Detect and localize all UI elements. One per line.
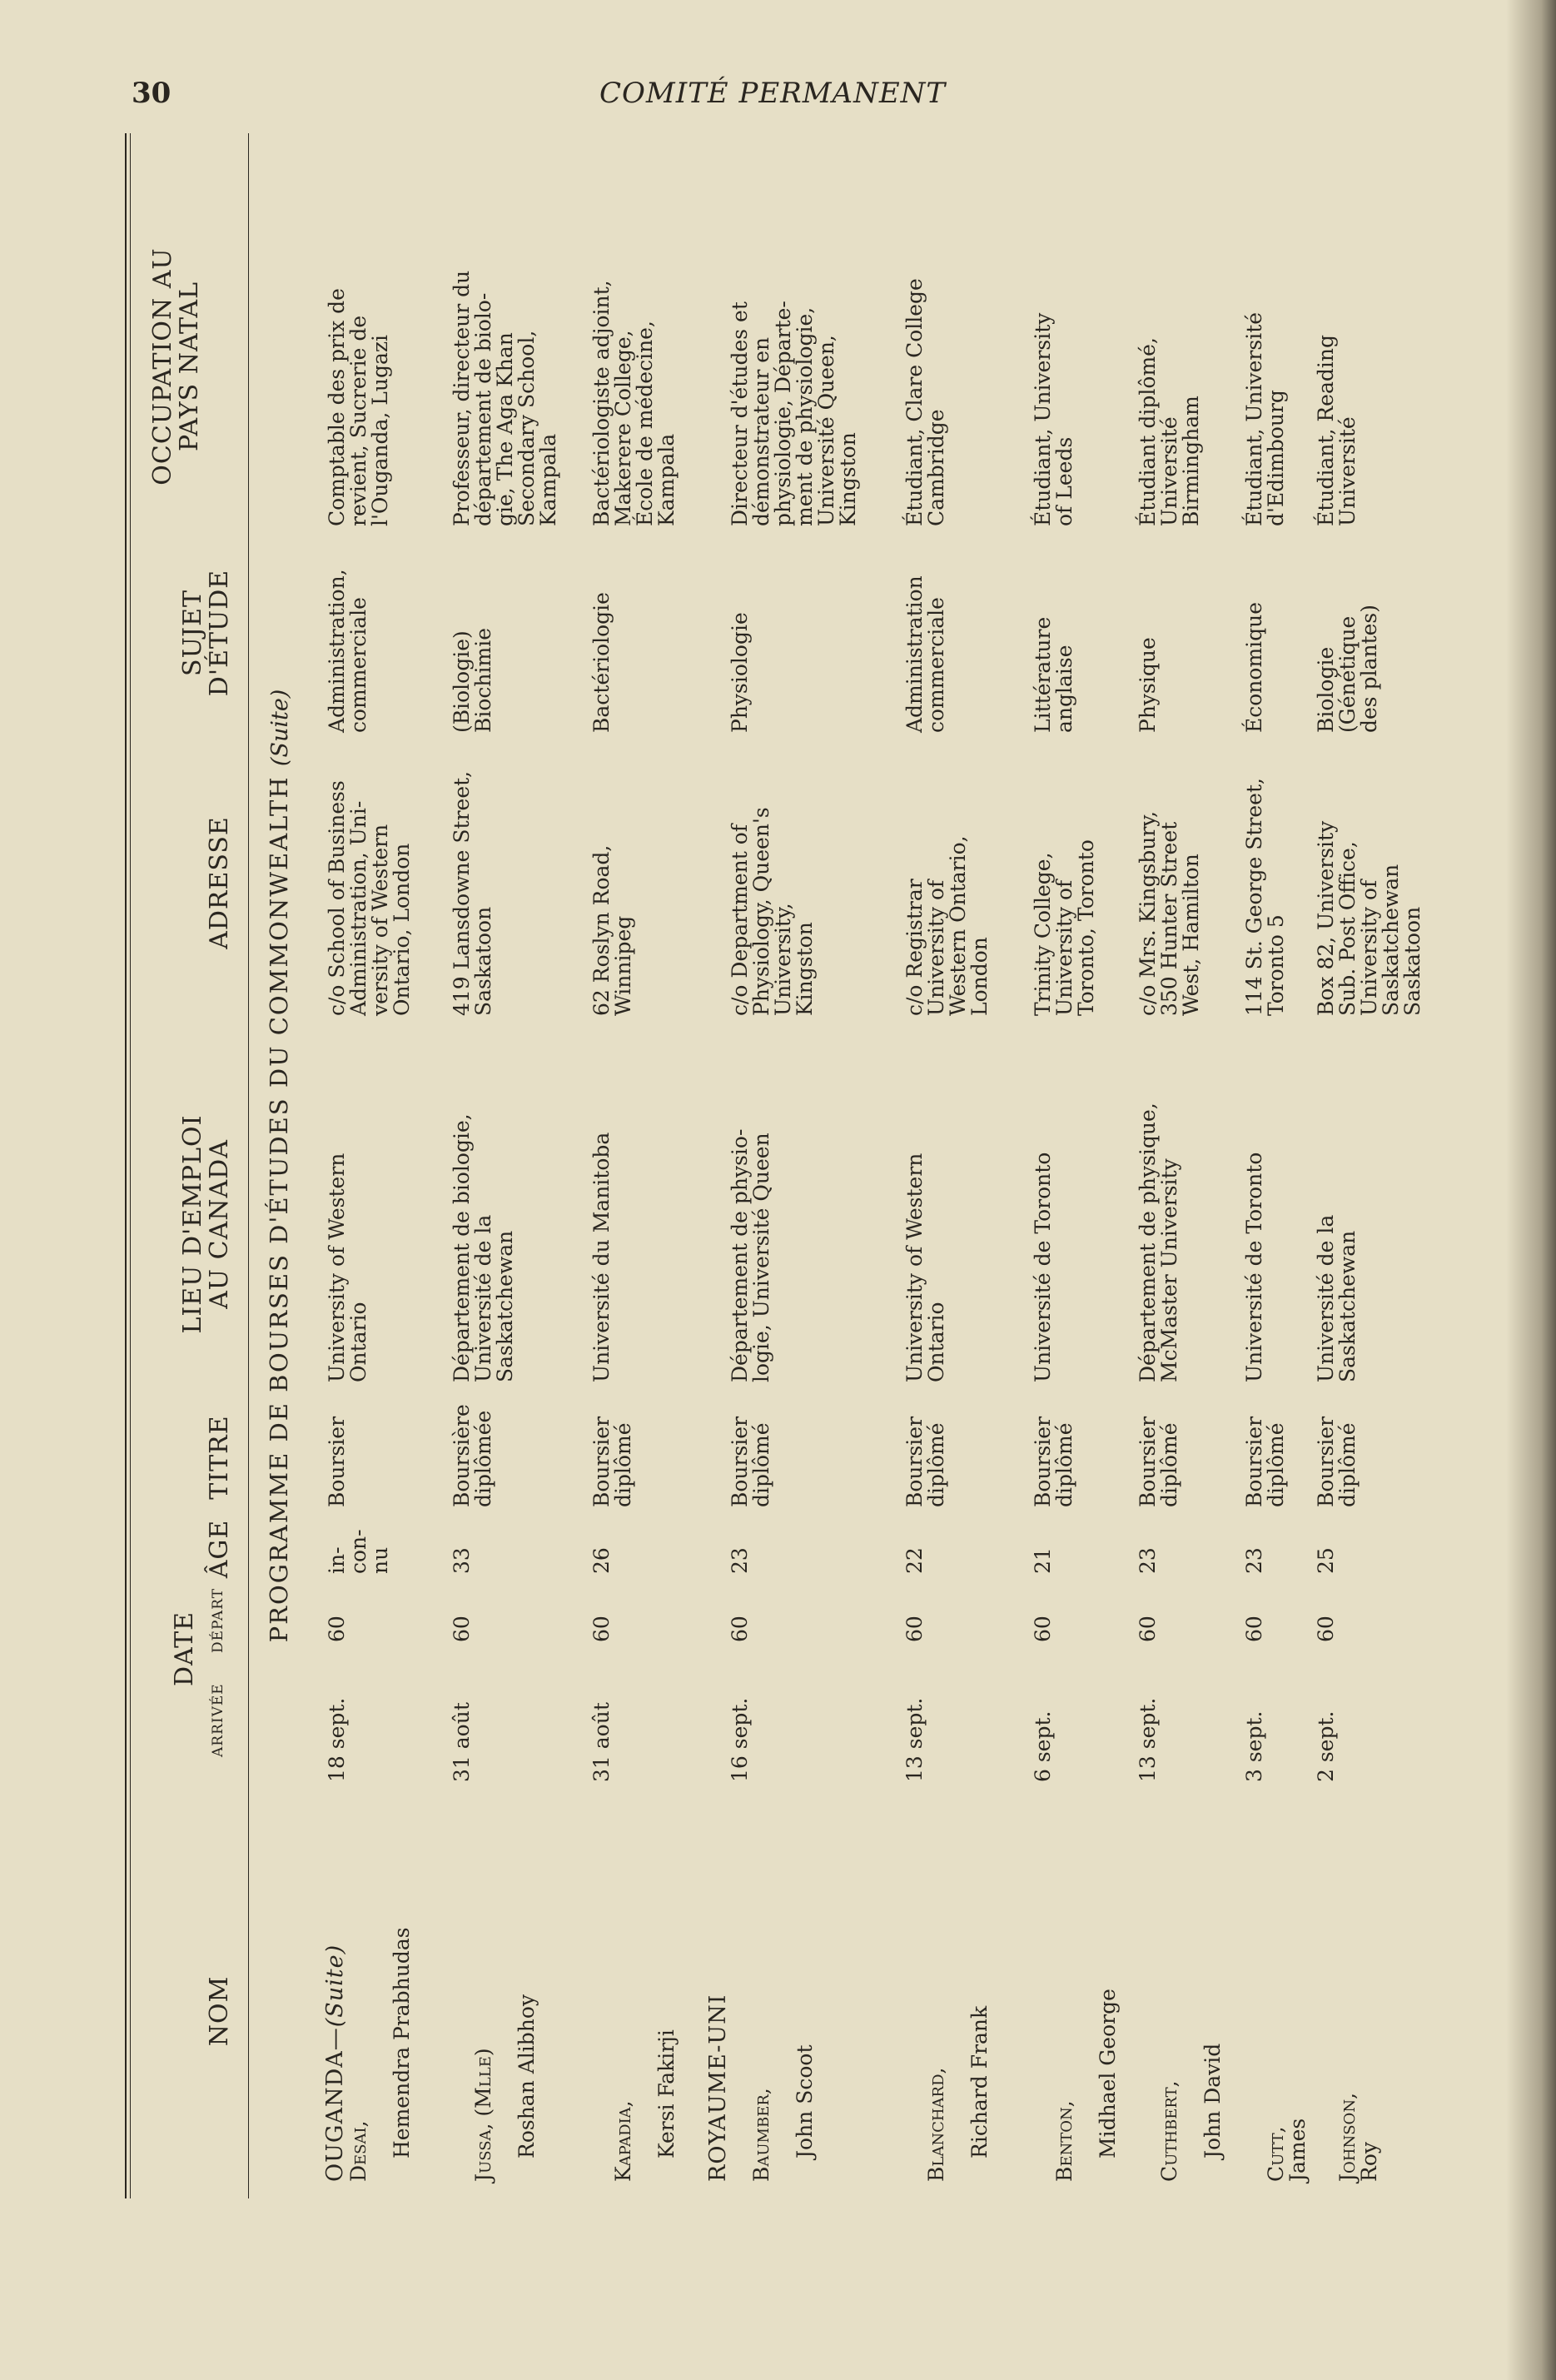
given-name: Roshan Alibhoy (515, 1994, 539, 2158)
workplace: Département de physio- logie, Université Queen (728, 1128, 773, 1382)
field-of-study: Administration, commerciale (325, 569, 370, 733)
arrival-date: 13 sept. (1136, 1697, 1160, 1782)
departure-year: 60 (1242, 1616, 1266, 1642)
home-occupation: Étudiant, University of Leeds (1031, 312, 1076, 526)
table-row (326, 133, 418, 2198)
title: Boursier diplômé (1136, 1416, 1181, 1507)
given-name: Roy (1357, 2142, 1381, 2182)
field-of-study: Bactériologie (589, 592, 614, 733)
table-top-rule-inner (130, 133, 131, 2198)
address: Box 82, University Sub. Post Office, University of Saskatchewan Saskatoon (1314, 820, 1424, 1016)
given-name: Hemendra Prabhudas (390, 1927, 414, 2158)
field-of-study: Administration commerciale (902, 575, 948, 733)
table-top-rule (125, 133, 127, 2198)
departure-year: 60 (450, 1616, 474, 1642)
departure-year: 60 (728, 1616, 752, 1642)
surname: Kapadia, (611, 2100, 635, 2182)
title: Boursier diplômé (1031, 1416, 1076, 1507)
title: Boursier diplômé (589, 1416, 635, 1507)
section-title-suite: (Suite) (267, 689, 293, 767)
departure-year: 60 (1314, 1616, 1338, 1642)
table-row (1031, 133, 1120, 2198)
given-name: Richard Frank (967, 2005, 992, 2158)
given-name: John Scoot (793, 2044, 817, 2158)
arrival-date: 13 sept. (902, 1697, 927, 1782)
address: c/o Registrar University of Western Ontario, London (902, 835, 992, 1016)
field-of-study: Économique (1242, 601, 1266, 733)
given-name: James (1285, 2118, 1310, 2182)
address: 62 Roslyn Road, Winnipeg (589, 844, 635, 1016)
address: c/o Department of Physiology, Queen's University, Kingston (728, 807, 817, 1016)
departure-year: 60 (325, 1616, 349, 1642)
given-name: John David (1201, 2043, 1225, 2158)
home-occupation: Étudiant, Université d'Edimbourg (1242, 311, 1288, 526)
table-row (729, 133, 887, 2198)
home-occupation: Étudiant, Clare College Cambridge (902, 278, 948, 526)
title: Boursière diplômée (450, 1404, 495, 1507)
departure-year: 60 (1136, 1616, 1160, 1642)
workplace: Département de physique, McMaster University (1136, 1103, 1181, 1382)
table-row (591, 133, 691, 2198)
home-occupation: Étudiant diplômé, Université Birmingham (1136, 337, 1203, 526)
title: Boursier diplômé (1314, 1416, 1360, 1507)
surname: Desai, (346, 2120, 370, 2182)
address: Trinity College, University of Toronto, Toronto (1031, 839, 1098, 1016)
country-name: OUGANDA— (322, 2027, 348, 2182)
age: 26 (589, 1547, 614, 1574)
departure-year: 60 (1031, 1616, 1055, 1642)
table-row (1242, 133, 1310, 2198)
surname: Blanchard, (924, 2067, 948, 2182)
home-occupation: Bactériologiste adjoint, Makerere College, École de médecine, Kampala (589, 280, 679, 526)
age: in- con- nu (325, 1529, 392, 1574)
field-of-study: Biologie (Génétique des plantes) (1314, 604, 1381, 733)
address: c/o School of Business Administration, Uni- versity of Western Ontario, London (325, 780, 414, 1016)
title: Boursier (325, 1416, 349, 1507)
header-arrivee: ARRIVÉE (210, 1683, 226, 1757)
field-of-study: Physique (1136, 637, 1160, 733)
table-row (1137, 133, 1229, 2198)
address: 114 St. George Street, Toronto 5 (1242, 778, 1288, 1016)
table-row (904, 133, 1004, 2198)
workplace: University of Western Ontario (902, 1153, 948, 1382)
workplace: Université de Toronto (1031, 1152, 1055, 1382)
surname: Cutt, (1264, 2126, 1288, 2182)
workplace: Département de biologie, Université de la Saskatchewan (450, 1113, 517, 1382)
header-depart: DÉPART (210, 1587, 226, 1653)
header-age: ÂGE (205, 1519, 234, 1579)
country-suite: (Suite) (322, 1944, 348, 2028)
arrival-date: 18 sept. (325, 1697, 349, 1782)
home-occupation: Comptable des prix de revient, Sucrerie de l'Ouganda, Lugazi (325, 288, 392, 526)
surname: Cuthbert, (1157, 2080, 1181, 2182)
surname: Baumber, (749, 2088, 773, 2182)
arrival-date: 6 sept. (1031, 1710, 1055, 1782)
home-occupation: Professeur, directeur du département de biolo- gie, The Aga Khan Secondary School, Kampala (450, 270, 560, 526)
arrival-date: 31 août (450, 1702, 474, 1782)
home-occupation: Étudiant, Reading Université (1314, 335, 1360, 526)
section-title (265, 133, 293, 2198)
surname: Johnson, (1335, 2092, 1360, 2182)
workplace: Université de Toronto (1242, 1152, 1266, 1382)
arrival-date: 31 août (589, 1702, 614, 1782)
arrival-date: 16 sept. (728, 1697, 752, 1782)
surname: Jussa, (Mlle) (471, 2048, 495, 2182)
title: Boursier diplômé (728, 1416, 773, 1507)
workplace: University of Western Ontario (325, 1153, 370, 1382)
page-number: 30 (132, 77, 172, 110)
departure-year: 60 (589, 1616, 614, 1642)
arrival-date: 2 sept. (1314, 1710, 1338, 1782)
header-adresse: ADRESSE (205, 816, 234, 949)
field-of-study: Littérature anglaise (1031, 616, 1076, 733)
header-lieu: LIEU D'EMPLOI AU CANADA (178, 1114, 234, 1334)
departure-year: 60 (902, 1616, 927, 1642)
table-row (1315, 133, 1432, 2198)
header-nom: NOM (205, 1975, 234, 2047)
given-name: Kersi Fakirji (654, 2029, 679, 2158)
header-occupation: OCCUPATION AU PAYS NATAL (148, 247, 204, 485)
header-titre: TITRE (205, 1415, 234, 1500)
page-edge-shadow (1506, 0, 1556, 2380)
address: 419 Lansdowne Street, Saskatoon (450, 770, 495, 1016)
workplace: Université de la Saskatchewan (1314, 1214, 1360, 1382)
country-name: ROYAUME-UNI (705, 1994, 731, 2182)
header-date: DATE (170, 1611, 199, 1686)
header-rule (248, 133, 249, 2198)
age: 23 (1242, 1547, 1266, 1574)
address: c/o Mrs. Kingsbury, 350 Hunter Street West, Hamilton (1136, 810, 1203, 1016)
age: 22 (902, 1547, 927, 1574)
age: 21 (1031, 1547, 1055, 1574)
title: Boursier diplômé (902, 1416, 948, 1507)
title: Boursier diplômé (1242, 1416, 1288, 1507)
given-name: Midhael George (1096, 1989, 1120, 2158)
age: 33 (450, 1547, 474, 1574)
home-occupation: Directeur d'études et démonstrateur en physiologie, Départe- ment de physiologie, Université Queen, Kingston (728, 301, 860, 526)
field-of-study: (Biologie) Biochimie (450, 627, 495, 733)
section-title-text: PROGRAMME DE BOURSES D'ÉTUDES DU COMMONWEALTH (265, 775, 293, 1643)
age: 25 (1314, 1547, 1338, 1574)
arrival-date: 3 sept. (1242, 1710, 1266, 1782)
workplace: Université du Manitoba (589, 1132, 614, 1382)
field-of-study: Physiologie (728, 612, 752, 733)
surname: Benton, (1052, 2100, 1076, 2182)
age: 23 (728, 1547, 752, 1574)
age: 23 (1136, 1547, 1160, 1574)
table-row (451, 133, 576, 2198)
scholarship-table (125, 133, 1440, 2198)
running-title: COMITÉ PERMANENT (599, 77, 947, 110)
header-sujet: SUJET D'ÉTUDE (178, 569, 234, 697)
